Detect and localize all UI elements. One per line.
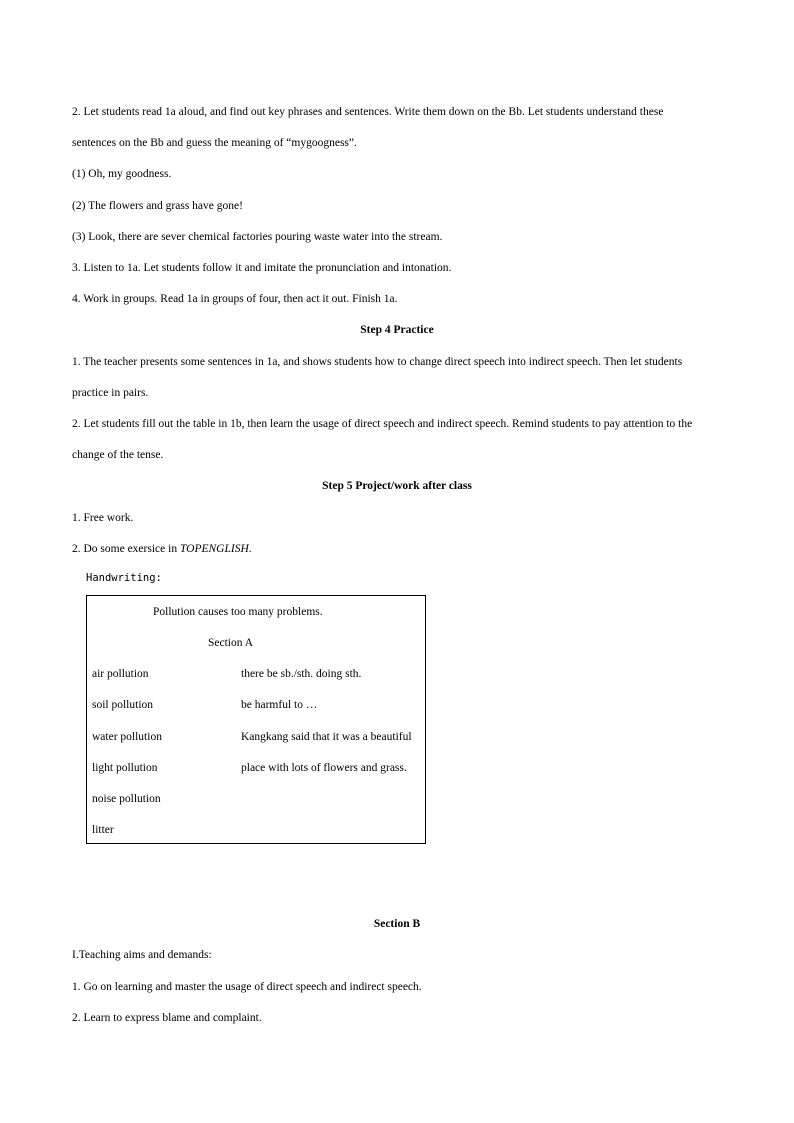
board-left-item: litter: [92, 824, 114, 836]
aim-1: 1. Go on learning and master the usage of direct speech and indirect speech.: [72, 981, 422, 993]
practice-2-line2: change of the tense.: [72, 449, 164, 461]
aim-2: 2. Learn to express blame and complaint.: [72, 1012, 262, 1024]
board-left-item: light pollution: [92, 762, 158, 774]
project-2: [72, 541, 722, 557]
handwriting-label: Handwriting:: [86, 572, 162, 584]
blackboard-design-box: [86, 595, 426, 844]
board-right-item: there be sb./sth. doing sth.: [241, 668, 362, 680]
practice-2-line1: 2. Let students fill out the table in 1b, then learn the usage of direct speech and indirect speech. Remind students to pay attention to the: [72, 418, 693, 430]
project-1: 1. Free work.: [72, 512, 134, 524]
paragraph-step2-line2: sentences on the Bb and guess the meaning of “mygoogness”.: [72, 137, 357, 149]
board-subtitle: Section A: [208, 637, 254, 649]
project-2-period: .: [248, 543, 252, 555]
board-left-item: noise pollution: [92, 793, 161, 805]
project-2-emphasis: TOPENGLISH: [179, 543, 249, 555]
paragraph-step2-line1: 2. Let students read 1a aloud, and find out key phrases and sentences. Write them down on the Bb. Let students understand these: [72, 106, 664, 118]
teaching-aims-heading: I.Teaching aims and demands:: [72, 949, 212, 961]
board-right-item: place with lots of flowers and grass.: [241, 762, 407, 774]
paragraph-step4-group: 4. Work in groups. Read 1a in groups of four, then act it out. Finish 1a.: [72, 293, 398, 305]
practice-1-line1: 1. The teacher presents some sentences in 1a, and shows students how to change direct speech into indirect speech. Then let students: [72, 356, 683, 368]
paragraph-step3: 3. Listen to 1a. Let students follow it and imitate the pronunciation and intonation.: [72, 262, 452, 274]
heading-step4-practice: Step 4 Practice: [360, 324, 434, 336]
sentence-3: (3) Look, there are sever chemical factories pouring waste water into the stream.: [72, 231, 443, 243]
practice-1-line2: practice in pairs.: [72, 387, 149, 399]
board-left-item: air pollution: [92, 668, 149, 680]
board-right-item: be harmful to …: [241, 699, 318, 711]
board-left-item: water pollution: [92, 731, 162, 743]
sentence-1: (1) Oh, my goodness.: [72, 168, 172, 180]
sentence-2: (2) The flowers and grass have gone!: [72, 200, 243, 212]
project-2-text: 2. Do some exersice in: [72, 543, 180, 555]
heading-step5-project: Step 5 Project/work after class: [322, 480, 472, 492]
board-title: Pollution causes too many problems.: [153, 606, 323, 618]
heading-section-b: Section B: [373, 918, 421, 930]
board-left-item: soil pollution: [92, 699, 154, 711]
board-right-item: Kangkang said that it was a beautiful: [241, 731, 412, 743]
